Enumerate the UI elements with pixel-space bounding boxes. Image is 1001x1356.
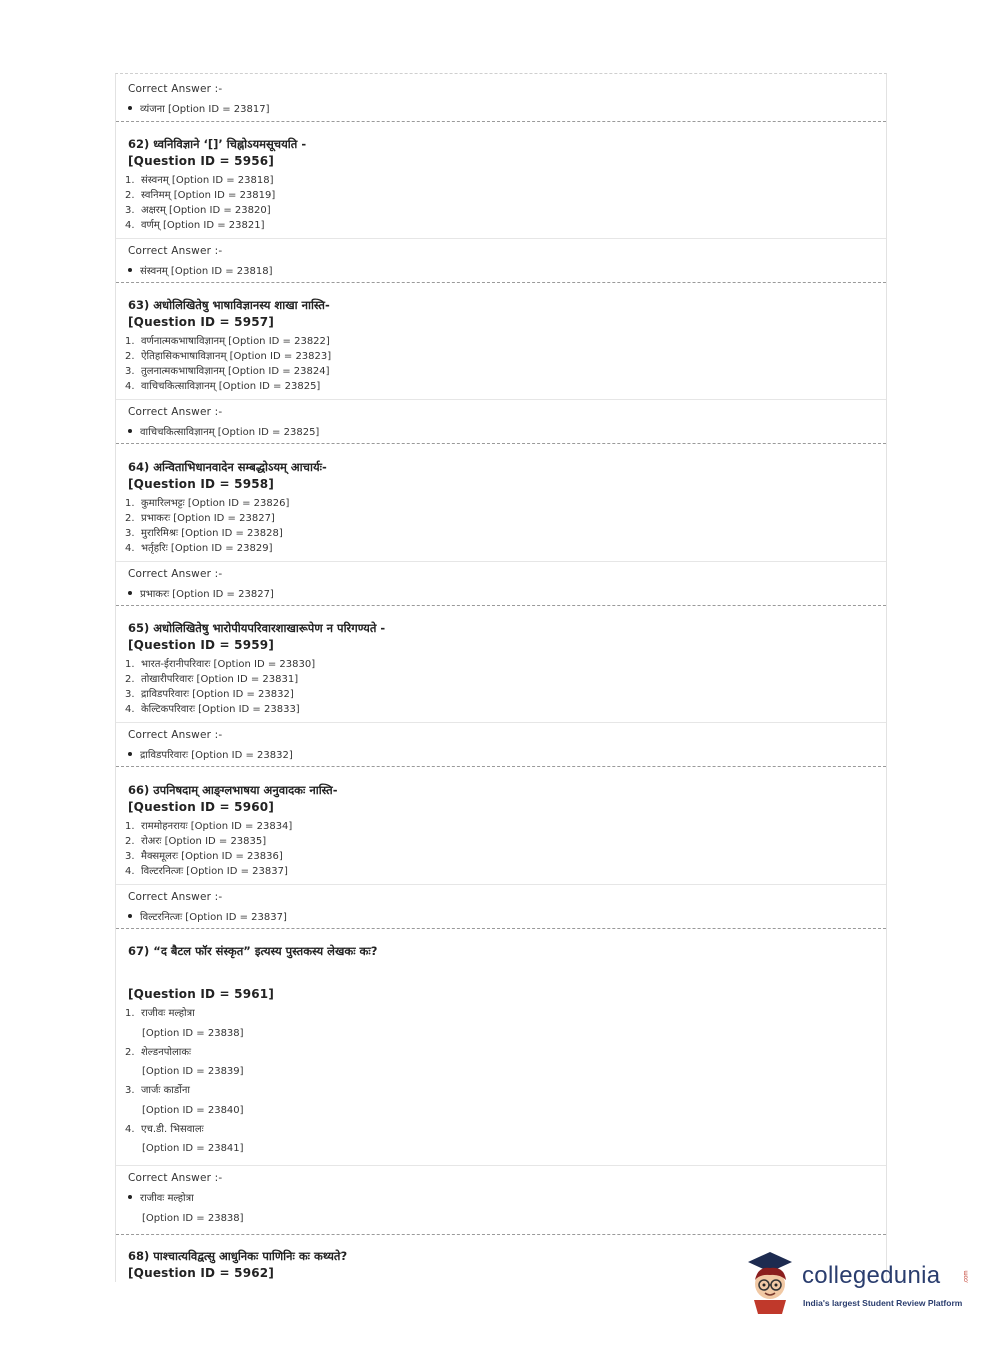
option-item: 4. केल्टिकपरिवारः [Option ID = 23833] [125, 704, 300, 715]
option-item: 4. वाचिचकित्साविज्ञानम् [Option ID = 23825] [125, 381, 321, 392]
answer-divider [116, 561, 886, 562]
bullet-icon [128, 268, 132, 272]
question-id: [Question ID = 5956] [128, 154, 275, 168]
question-id: [Question ID = 5957] [128, 315, 275, 329]
correct-answer-label: Correct Answer :- [128, 891, 223, 903]
option-item: 3. तुलनात्मकभाषाविज्ञानम् [Option ID = 23824] [125, 366, 330, 377]
correct-answer-label: Correct Answer :- [128, 406, 223, 418]
question-divider [116, 443, 886, 444]
correct-answer-label: Correct Answer :- [128, 729, 223, 741]
option-item: 3. जार्जः कार्डोना [125, 1085, 190, 1096]
question-id: [Question ID = 5961] [128, 987, 275, 1001]
option-item: 2. प्रभाकरः [Option ID = 23827] [125, 513, 275, 524]
brand-suffix: .com [963, 1270, 970, 1284]
correct-answer: प्रभाकरः [Option ID = 23827] [128, 586, 274, 600]
brand-tagline: India's largest Student Review Platform [803, 1298, 963, 1308]
option-item: 2. तोखारीपरिवारः [Option ID = 23831] [125, 674, 299, 685]
correct-answer-label: Correct Answer :- [128, 1172, 223, 1184]
bullet-icon [128, 752, 132, 756]
question-id: [Question ID = 5958] [128, 477, 275, 491]
question-divider [116, 766, 886, 767]
question-divider [116, 1234, 886, 1235]
option-item: 3. मैक्समूलरः [Option ID = 23836] [125, 851, 283, 862]
option-item: 1. संस्वनम् [Option ID = 23818] [125, 175, 274, 186]
option-item: 2. शेल्डनपोलाकः [125, 1047, 192, 1058]
option-item: 3. मुरारिमिश्रः [Option ID = 23828] [125, 528, 283, 539]
question-title: 65) अधोलिखितेषु भारोपीयपरिवारशाखारूपेण न परिगण्यते - [128, 621, 386, 635]
question-paper-page [115, 73, 887, 1282]
question-divider [116, 605, 886, 606]
option-item: 3. अक्षरम् [Option ID = 23820] [125, 205, 271, 216]
collegedunia-mascot-icon [740, 1248, 800, 1318]
correct-answer: संस्वनम् [Option ID = 23818] [128, 263, 272, 277]
question-divider [116, 928, 886, 929]
option-item: 1. भारत-ईरानीपरिवारः [Option ID = 23830] [125, 659, 316, 670]
correct-answer: द्राविडपरिवारः [Option ID = 23832] [128, 747, 293, 761]
question-title: 67) “द बैटल फॉर संस्कृत” इत्यस्य पुस्तकस्य लेखकः कः? [128, 944, 378, 958]
option-item: 4. भर्तृहरिः [Option ID = 23829] [125, 543, 273, 554]
question-title: 62) ध्वनिविज्ञाने ‘[]’ चिह्नोऽयमसूचयति - [128, 137, 307, 151]
answer-divider [116, 722, 886, 723]
question-title: 63) अधोलिखितेषु भाषाविज्ञानस्य शाखा नास्ति- [128, 298, 330, 312]
correct-answer-label: Correct Answer :- [128, 568, 223, 580]
option-item: 1. राजीवः मल्होत्रा [125, 1008, 195, 1019]
correct-answer-id: [Option ID = 23838] [142, 1213, 244, 1224]
correct-answer: राजीवः मल्होत्रा [128, 1190, 194, 1204]
question-divider [116, 121, 886, 122]
bullet-icon [128, 106, 132, 110]
correct-answer: व्यंजना [Option ID = 23817] [128, 101, 270, 115]
correct-answer: वाचिचकित्साविज्ञानम् [Option ID = 23825] [128, 424, 319, 438]
option-item: 4. एच.डी. भिसवालः [125, 1124, 204, 1135]
option-id: [Option ID = 23840] [142, 1105, 244, 1116]
brand-name: collegedunia [802, 1262, 941, 1289]
option-item: 1. कुमारिलभट्टः [Option ID = 23826] [125, 498, 290, 509]
answer-divider [116, 1165, 886, 1166]
answer-divider [116, 884, 886, 885]
option-id: [Option ID = 23838] [142, 1028, 244, 1039]
question-id: [Question ID = 5962] [128, 1266, 275, 1280]
question-divider [116, 282, 886, 283]
correct-answer-label: Correct Answer :- [128, 83, 223, 95]
bullet-icon [128, 429, 132, 433]
question-title: 68) पाश्चात्यविद्वत्सु आधुनिकः पाणिनिः कः कथ्यते? [128, 1249, 348, 1263]
correct-answer: विल्टरनित्जः [Option ID = 23837] [128, 909, 287, 923]
question-title: 66) उपनिषदाम् आङ्ग्लभाषया अनुवादकः नास्ति- [128, 783, 338, 797]
bullet-icon [128, 591, 132, 595]
question-title: 64) अन्विताभिधानवादेन सम्बद्धोऽयम् आचार्यः- [128, 460, 327, 474]
option-item: 2. स्वनिमम् [Option ID = 23819] [125, 190, 276, 201]
answer-divider [116, 399, 886, 400]
option-item: 2. ऐतिहासिकभाषाविज्ञानम् [Option ID = 23823] [125, 351, 332, 362]
option-item: 1. राममोहनरायः [Option ID = 23834] [125, 821, 293, 832]
correct-answer-label: Correct Answer :- [128, 245, 223, 257]
bullet-icon [128, 1195, 132, 1199]
question-id: [Question ID = 5960] [128, 800, 275, 814]
option-id: [Option ID = 23839] [142, 1066, 244, 1077]
option-item: 3. द्राविडपरिवारः [Option ID = 23832] [125, 689, 294, 700]
option-item: 4. विल्टरनित्जः [Option ID = 23837] [125, 866, 288, 877]
answer-divider [116, 238, 886, 239]
option-item: 1. वर्णनात्मकभाषाविज्ञानम् [Option ID = 23822] [125, 336, 330, 347]
option-item: 4. वर्णम् [Option ID = 23821] [125, 220, 265, 231]
option-id: [Option ID = 23841] [142, 1143, 244, 1154]
question-id: [Question ID = 5959] [128, 638, 275, 652]
option-item: 2. रोअरः [Option ID = 23835] [125, 836, 267, 847]
bullet-icon [128, 914, 132, 918]
